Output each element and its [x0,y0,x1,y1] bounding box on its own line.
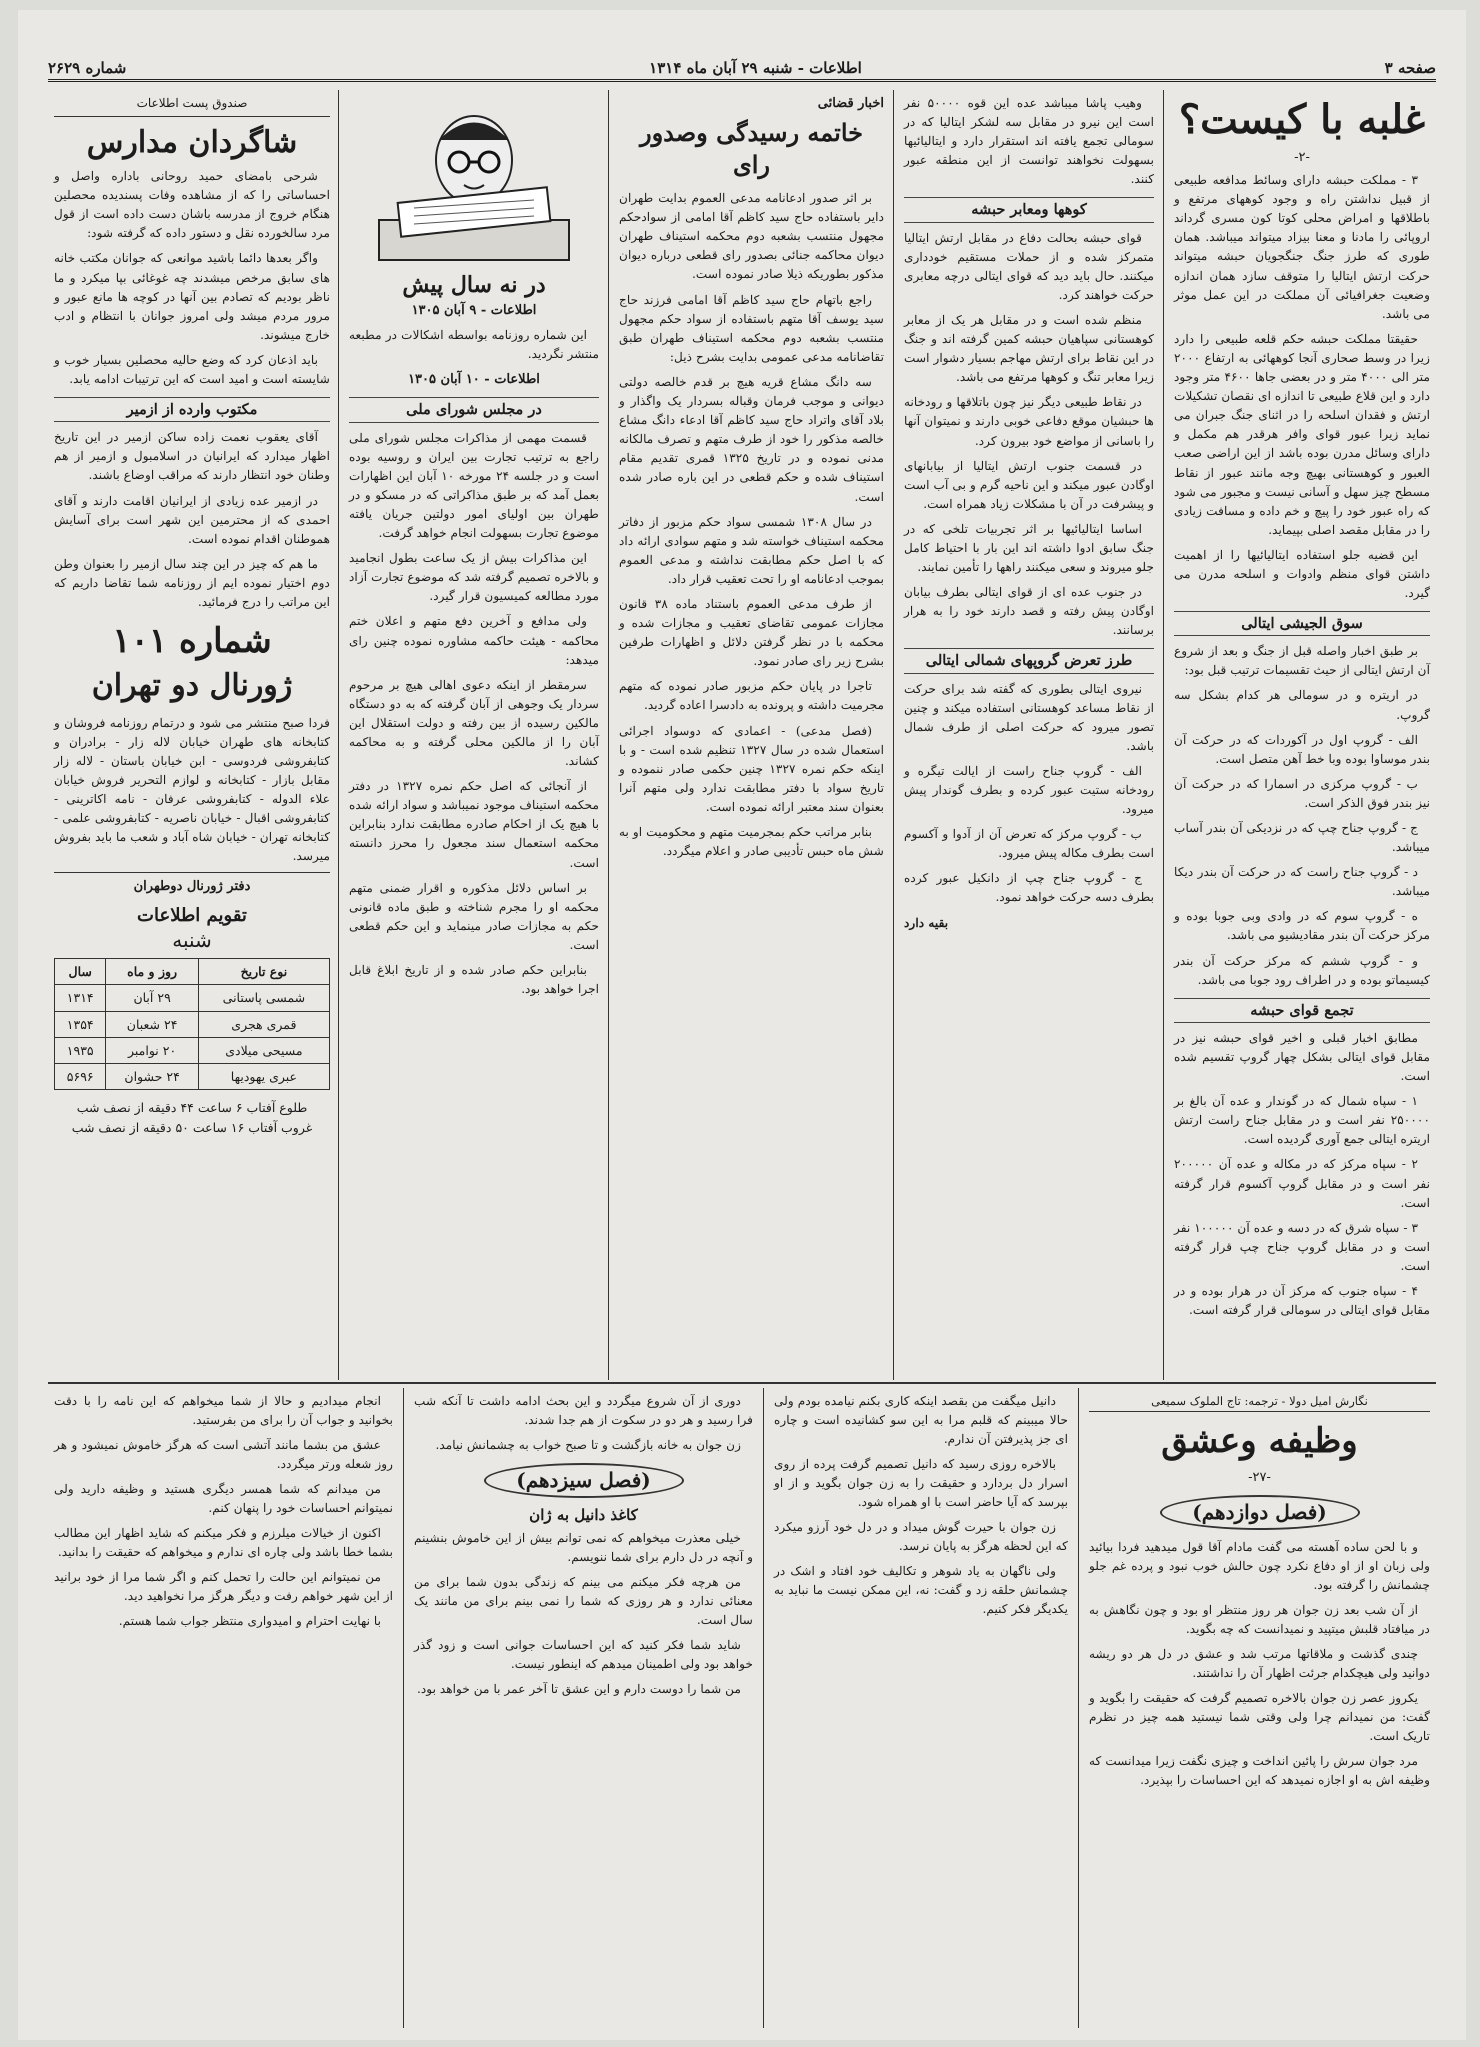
paragraph: ۲ - سپاه مرکز که در مکاله و عده آن ۲۰۰۰۰۰ نفر است و در مقابل گروپ آکسوم قرار گرفته است. [1174,1157,1430,1210]
headline: خاتمه رسیدگی وصدور رای [640,118,863,180]
paragraph: بر طبق اخبار واصله قبل از جنگ و بعد از شروع آن ارتش ایتالی از حیث تقسیمات ترتیب قبل بود: [1174,644,1430,678]
paragraph: باید اذعان کرد که وضع حالیه محصلین بسیار خوب و شایسته است و امید است که این ترتیبات ادامه یابد. [54,352,330,387]
ad-issue-number: شماره ۱۰۱ [112,621,272,662]
calendar-cell: مسیحی میلادی [198,1037,329,1063]
calendar-cell: ۲۴ شعبان [106,1011,198,1037]
serial-part: -۲۷- [1248,1470,1271,1485]
paragraph: از آن شب بعد زن جوان هر روز منتظر او بود و چون نگاهش به در میافتاد قلبش میتپید و نمیدانست که چه بگوید. [1089,1603,1430,1636]
paragraph: این مذاکرات بیش از یک ساعت بطول انجامید و بالاخره تصمیم گرفته شد که موضوع تجارت آزاد مورد مطالعه کمیسیون قرار گیرد. [349,551,599,604]
paragraph: قوای حبشه بحالت دفاع در مقابل ارتش ایتالیا متمرکز شده و از حملات مستقیم خودداری میکنند. حال باید دید که قوای ایتالی درچه معابری حرکت خواهند کرد. [904,230,1154,302]
paragraph: من نمیتوانم این حالت را تحمل کنم و اگر شما مرا از خود برانید از این شهر خواهم رفت و دیگر هرگز مرا نخواهید دید. [54,1570,393,1603]
column-rule [1163,90,1164,1380]
paragraph: مرد جوان سرش را پائین انداخت و چیزی نگفت زیرا میدانست که وظیفه اش به او اجازه نمیدهد که این احساسات را بپذیرد. [1089,1754,1430,1787]
ad-journal-name: ژورنال دو تهران [91,668,293,704]
dateline: اطلاعات - ۹ آبان ۱۳۰۵ [411,303,537,319]
paragraph: من شما را دوست دارم و این عشق تا آخر عمر با من خواهد بود. [416,1682,741,1696]
calendar-cell: ۱۹۳۵ [55,1037,106,1063]
calendar-header: نوع تاریخ [198,959,329,985]
paragraph: ولی ناگهان به یاد شوهر و تکالیف خود افتاد و اشک در چشمانش حلقه زد و گفت: نه، این ممکن نیست ما نباید به یکدیگر فکر کنیم. [774,1564,1068,1616]
paragraph: ۴ - سپاه جنوب که مرکز آن در هرار بوده و در مقابل قوای ایتالی در سومالی قرار گرفته است. [1174,1283,1430,1318]
calendar-cell: ۵۶۹۶ [55,1063,106,1089]
serial-story-column [408,1388,759,2028]
nine-years-ago-column [343,90,605,1380]
calendar-day: شنبه [172,928,212,953]
paragraph: این قضیه جلو استفاده ایتالیائیها را از اهمیت داشتن قوای منظم وادوات و اسلحه مدرن می گیرد. [1174,547,1430,601]
article-column-abyssinia-cont [898,90,1160,1380]
paragraph: نیروی ایتالی بطوری که گفته شد برای حرکت از نقاط مساعد کوهستانی استفاده میکند و چنین تصور میرود که حرکت اصلی از طرف شمال باشد. [904,681,1154,753]
calendar-cell: قمری هجری [198,1011,329,1037]
serial-byline: نگارش امیل دولا - ترجمه: تاج الملوک سمیعی [1089,1392,1430,1412]
paragraph: سه دانگ مشاع قریه هیچ بر قدم خالصه دولتی دیوانی و موجب فرمان وقباله بسردار یک واگذار و بلاد آقای واتراد حاج سید کاظم آقا ادعاء دانگ مشاع خالصه مذکور را خود از طرف متهم و تصرف مالکانه مدنی نموده و در تاریخ ۱۳۲۵ قمری تقدیم مقام استیناف شده و حکم قطعی در این باره صادر شده است. [619,374,884,504]
paragraph: اکنون از خیالات میلرزم و فکر میکنم که شاید اظهار این مطالب بشما خطا باشد ولی چاره ای ندارم و میخواهم که حقیقت را بدانید. [54,1526,393,1559]
paragraph: بر اثر صدور ادعانامه مدعی العموم بدایت طهران دایر باستفاده حاج سید کاظم آقا امامی از سوادحکم مجهول منتسب بشعبه دوم محکمه استیناف طهران دیوان محاکمه جنائی بصدور رای قطعی درباره دیوان مذکور بطوریکه ذیلا صادر نموده است. [619,191,884,282]
chapter-subtitle: کاغذ دانیل به ژان [529,1506,638,1524]
section-heading: در مجلس شورای ملی [349,397,599,422]
paragraph: وهیب پاشا میباشد عده این قوه ۵۰۰۰۰ نفر است این نیرو در مقابل سه لشکر ایتالیا که در سومالی تجمع یافته اند استقرار دارد و ایتالیائیها بسهولت نخواهند توانست از این منطقه عبور کنند. [904,96,1154,187]
paragraph: مطابق اخبار قبلی و اخیر قوای حبشه نیز در مقابل قوای ایتالی بشکل چهار گروپ تقسیم شده است. [1174,1030,1430,1084]
column-rule [608,90,609,1380]
section-heading: مکتوب وارده از ازمیر [54,397,330,422]
paragraph: ب - گروپ مرکزی در اسمارا که در حرکت آن نیز بندر فوق الذکر است. [1174,776,1430,810]
calendar-table [54,958,330,1089]
serial-title: وظیفه وعشق [1161,1421,1358,1461]
paragraph: ۳ - سپاه شرق که در دسه و عده آن ۱۰۰۰۰۰ نفر است و در مقابل گروپ جناح چپ قرار گرفته است. [1174,1220,1430,1273]
paragraph: ج - گروپ جناح چپ که در نزدیکی آن بندر آساب میباشد. [1174,821,1430,855]
chapter-label: (فصل سیزدهم) [484,1463,684,1498]
paragraph: الف - گروپ جناح راست از ایالت تیگره و رودخانه ستیت عبور کرده و بطرف گوندار پیش میرود. [904,763,1154,817]
paragraph: حقیقتا مملکت حبشه حکم قلعه طبیعی را دارد زیرا در وسط صحاری آنجا کوههائی به ارتفاع ۲۰۰۰ متر الی ۴۰۰۰ متر و در بعضی جاها ۴۶۰۰ متر وجود دارد و این قلاع طبیعی تا اندازه ای نقصان تشکیلات ارتش و فقدان اسلحه را در اثنای جنگ جبران می نماید زیرا عبور قوای وافر هرقدر هم مکمل و دارای وسائل مدرن بوده باشد از این اراضی صعب العبور و کوهستانی بهیچ وجه مانند عبور از نقاط مسطح چیز سهل و آسانی نیست و مجبور می شود که راه عبور خود را پیچ و خم داده و مسافت زیادی را در مقابل مقصد اصلی بپیماید. [1174,331,1431,537]
paragraph: د - گروپ جناح راست که در حرکت آن بندر دیکا میباشد. [1174,865,1430,899]
paragraph: در سال ۱۳۰۸ شمسی سواد حکم مزبور از دفاتر محکمه استیناف خواسته شد و متهم سوادی ارائه داد که با اصل حکم مطابقت نداشته و مدعی العموم بموجب ادعانامه او را تحت تعقیب قرار داد. [619,514,884,586]
paragraph: ب - گروپ مرکز که تعرض آن از آدوا و آکسوم است بطرف مکاله پیش میرود. [904,827,1154,861]
paragraph: در جنوب عده ای از قوای ایتالی بطرف بیابان اوگادن پیش رفته و قصد دارند خود را به هرار برسانند. [904,585,1154,638]
dateline: اطلاعات - ۱۰ آبان ۱۳۰۵ [408,372,540,388]
masthead [48,56,1436,82]
calendar-cell: عبری یهودیها [198,1063,329,1089]
calendar-cell: شمسی پاستانی [198,985,329,1011]
paragraph: بالاخره روزی رسید که دانیل تصمیم گرفت پرده از روی اسرار دل بردارد و حقیقت را به زن جوان بگوید و از او بپرسد که آیا حاضر است با او همراه شود. [774,1457,1068,1509]
paragraph: از طرف مدعی العموم باستناد ماده ۳۸ قانون مجازات عمومی تقاضای تعقیب و مجازات شده و محکمه با در نظر گرفتن دلائل و اظهارات طرفین بشرح زیر رای صادر نمود. [619,596,884,669]
ad-text: فردا صبح منتشر می شود و درتمام روزنامه فروشان و کتابخانه های طهران خیابان لاله زار - برادران و کتابفروشی فردوسی - ابن خیابان باستان - لاله زار مقابل بازار - کتابخانه و لوازم التحریر فروش خیابان علاء الدوله - کتابفروشی عرفان - نامه اکاترینی - کتابفروشی اقبال - خیابان ناصریه - کتابفروشی علمی - کتابخانه تهران - خیابان شاه آباد و شعب ما باید بفروش میرسد. [54,716,330,864]
section-heading: سوق الجیشی ایتالی [1174,611,1430,636]
paragraph: (فصل مدعی) - اعمادی که دوسواد اجرائی استعمال شده در سال ۱۳۲۷ تنظیم شده است - و با اینکه حکم نمره ۱۳۲۷ چنین حکمی صادر ننموده و تاریخ سواد با دفتر مطابقت ندارد ولی متهم آنرا بعنوان سند معتبر ارائه نموده است. [619,723,884,814]
newspaper-page [18,10,1466,2040]
paragraph: ه - گروپ سوم که در وادی وبی جوبا بوده و مرکز حرکت آن بندر مقادیشیو می باشد. [1174,909,1430,943]
paragraph: منظم شده است و در مقابل هر یک از معابر کوهستانی سپاهیان حبشه کمین گرفته اند و جنگ در این نقاط برای ارتش مهاجم بسیار دشوار است زیرا معابر تنگ و کوهها مرتفع می باشد. [904,312,1154,385]
mailbox-label: صندوق پست اطلاعات [54,94,330,117]
paragraph: ۳ - مملکت حبشه دارای وسائط مدافعه طبیعی از قبیل نداشتن راه و وجود کوههای مرتفع و باطلاقها و امراض محلی کوتا کون مسری گرداند اروپائی را مادنا و معنا بیزاد میتواند میباشد. همان طوری که طرز جنگ جنگجویان حبشه میتواند حرکت ارتش ایتالیا را متوقف سازد همان اندازه وضعیت جغرافیائی آن مملکت در این عمل موثر می باشد. [1174,173,1430,321]
column-rule [403,1388,404,2028]
paragraph: زن جوان به خانه بازگشت و تا صبح خواب به چشمانش نیامد. [435,1438,741,1452]
feature-title: در نه سال پیش [402,272,546,298]
section-heading: طرز تعرض گروپهای شمالی ایتالی [904,648,1154,673]
paragraph: قسمت مهمی از مذاکرات مجلس شورای ملی راجع به ترتیب تجارت بین ایران و روسیه بوده است و در جلسه ۲۴ مورخه ۱۰ آبان این اظهارات بعمل آمد که بر طبق مذاکراتی که در مسکو و در طهران بین اولیای امور دولتین جریان یافته موضوع تجارت بسهولت انجام خواهد گرفت. [349,430,599,541]
paragraph: راجع باتهام حاج سید کاظم آقا امامی فرزند حاج سید یوسف آقا متهم باستفاده از سواد حکم مجهول منتسب بشعبه دوم محکمه استیناف طهران طبق تقاضانامه مدعی عمومی بدایت بشرح ذیل: [619,292,884,364]
paragraph: در ازمیر عده زیادی از ایرانیان اقامت دارند و آقای احمدی که از محترمین این شهر است برای آسایش هموطنان اقدام نموده است. [54,493,330,546]
issue-number: شماره ۲۶۲۹ [48,58,127,77]
paragraph: من میدانم که شما همسر دیگری هستید و وظیفه دارید ولی نمیتوانم احساسات خود را پنهان کنم. [54,1482,393,1515]
paragraph: ولی مدافع و آخرین دفع متهم و اعلان ختم محاکمه - هیئت حاکمه مشاوره نموده چنین رای میدهد: [349,614,599,667]
sunrise-time: طلوع آفتاب ۶ ساعت ۴۴ دقیقه از نصف شب [76,1099,308,1115]
kicker: اخبار قضائی [817,96,884,111]
paragraph: در قسمت جنوب ارتش ایتالیا از بیابانهای اوگادن عبور میکند و این ناحیه گرم و بی آب است و پیشرفت در آن با مشکلات زیاد همراه است. [904,458,1154,511]
page-number: صفحه ۳ [1384,58,1436,77]
paragraph: خیلی معذرت میخواهم که نمی توانم بیش از این خاموش بنشینم و آنچه در دل دارم برای شما ننویسم. [414,1531,753,1564]
paragraph: با نهایت احترام و امیدواری منتظر جواب شما هستم. [118,1614,381,1628]
calendar-title: تقویم اطلاعات [137,905,247,927]
paragraph: ج - گروپ جناح چپ از دانکیل عبور کرده بطرف دسه حرکت خواهد نمود. [904,871,1154,905]
paragraph: اساسا ایتالیائیها بر اثر تجربیات تلخی که در جنگ سابق ادوا داشته اند این بار با احتیاط کامل جلو میروند و سعی میکنند راهها را تأمین نمایند. [904,521,1154,575]
paragraph: در اریتره و در سومالی هر کدام بشکل سه گروپ. [1174,688,1430,722]
reader-illustration [359,100,589,270]
paragraph: ۱ - سپاه شمال که در گوندار و عده آن بالغ بر ۲۵۰۰۰۰ نفر است و در مقابل جناح راست ارتش اریتره ایتالی جمع آوری گردیده است. [1174,1094,1430,1147]
article-title: غلبه با کیست؟ [1178,96,1426,143]
paragraph: در نقاط طبیعی دیگر نیز چون باتلاقها و رودخانه ها حبشیان موقع دفاعی خوبی دارند و نمیتوان آنها را باسانی از مواضع خود بیرون کرد. [904,395,1154,448]
table-row [55,985,330,1011]
paragraph: دوری از آن شروع میگردد و این بحث ادامه داشت تا آنکه شب فرا رسید و هر دو در سکوت از هم جدا شدند. [414,1394,753,1427]
column-rule [1078,1388,1079,2028]
paragraph: از آنجائی که اصل حکم نمره ۱۳۲۷ در دفتر محکمه استیناف موجود نمیباشد و سواد ارائه شده با هیچ یک از احکام صادره مطابقت ندارد بنابراین محکمه استعمال سند مجعول را محرز دانسته است. [349,779,599,870]
paragraph: سرمقطر از اینکه دعوی اهالی هیچ بر مرحوم سردار یک وجوهی از آبان گرفته که به دو دستگاه مالکین رسیده از بین رفته و دولت استقلال این آبان را از مالکین محلی گرفته و به محاکمه کشاند. [349,677,599,769]
paragraph: عشق من بشما مانند آتشی است که هرگز خاموش نمیشود و هر روز شعله ورتر میگردد. [54,1438,393,1471]
paragraph: یکروز عصر زن جوان بالاخره تصمیم گرفت که حقیقت را بگوید و گفت: من نمیدانم چرا ولی وقتی شما نیستید همه چیز در نظرم تاریک است. [1089,1691,1430,1743]
paragraph: شاید شما فکر کنید که این احساسات جوانی است و زود گذر خواهد بود ولی اطمینان میدهم که اینطور نیست. [414,1638,753,1671]
calendar-cell: ۲۴ حشوان [106,1063,198,1089]
table-row [55,1037,330,1063]
paragraph: بنابراین حکم صادر شده و از تاریخ ابلاغ قابل اجرا خواهد بود. [349,963,599,997]
paragraph: چندی گذشت و ملاقاتها مرتب شد و عشق در دل هر دو ریشه دوانید ولی هیچکدام جرئت اظهار آن را نداشتند. [1089,1647,1430,1680]
calendar-cell: ۲۰ نوامبر [106,1037,198,1063]
section-divider [48,1382,1436,1384]
journal-advertisement [54,618,330,708]
continued-note: بقیه دارد [904,915,949,930]
table-row [55,1011,330,1037]
calendar-header: سال [55,959,106,985]
column-rule [893,90,894,1380]
section-heading: تجمع قوای حبشه [1174,998,1430,1023]
paragraph: بر اساس دلائل مذکوره و اقرار ضمنی متهم محکمه او را مجرم شناخته و طبق ماده قانونی حکم به مجازات صادر مینماید و این حکم قطعی است. [349,880,599,952]
paragraph: و با لحن ساده آهسته می گفت مادام آقا قول میدهید فردا بیائید ولی زبان او از او دفاع نکرد چون حالش خوب نبود و پرده غم جلو چشمانش را گرفته بود. [1089,1540,1430,1592]
masthead-title: اطلاعات - شنبه ۲۹ آبان ماه ۱۳۱۴ [649,58,862,77]
paragraph: دانیل میگفت من بقصد اینکه کاری بکنم نیامده بودم ولی حالا میبینم که قلبم مرا به این سو کشانیده است و چاره ای جز پذیرفتن آن ندارم. [774,1394,1068,1446]
ad-office: دفتر ژورنال دوطهران [54,872,330,896]
paragraph: واگر بعدها دائما باشید موانعی که جوانان مکتب خانه های سابق مرخص میشدند چه غوغائی بپا میکرد و ما ناظر بودیم که تصادم بین آنها در کوچه ها مانع عبور و مرور مردم میشد ولی امروز جوانان با انتظام و ادب خارج میشوند. [54,251,330,342]
article-title: شاگردان مدارس [86,125,298,161]
paragraph: زن جوان با حیرت گوش میداد و در دل خود آرزو میکرد که این لحظه هرگز به پایان نرسد. [774,1520,1068,1553]
serial-story-column [768,1388,1074,2028]
paragraph: انجام میدادیم و حالا از شما میخواهم که این نامه را با دقت بخوانید و جواب آن را برای من بفرستید. [54,1394,393,1427]
calendar-cell: ۲۹ آبان [106,985,198,1011]
table-row [55,1063,330,1089]
chapter-label: (فصل دوازدهم) [1160,1495,1360,1530]
paragraph: بنابر مراتب حکم بمجرمیت متهم و محکومیت او به شش ماه حبس تأدیبی صادر و اعلام میگردد. [619,825,884,859]
paragraph: من هرچه فکر میکنم می بینم که زندگی بدون شما برای من معنائی ندارد و هر روزی که شما را نمی بینم برای من مانند یک سال است. [414,1575,753,1627]
column-rule [763,1388,764,2028]
calendar-cell: ۱۳۵۴ [55,1011,106,1037]
article-column-abyssinia [1168,90,1436,1380]
serial-story-column [1083,1388,1436,2028]
calendar-header: روز و ماه [106,959,198,985]
paragraph: تاجرا در پایان حکم مزبور صادر نموده که متهم مجرمیت داشته و پرونده به دادسرا اعاده گردید. [619,679,884,713]
paragraph: الف - گروپ اول در آکوردات که در حرکت آن بندر موساوا بوده وبا خط آهن متصل است. [1174,732,1430,766]
serial-story-column [48,1388,399,2028]
article-part: -۲- [1294,150,1310,165]
sunset-time: غروب آفتاب ۱۶ ساعت ۵۰ دقیقه از نصف شب [71,1119,313,1135]
paragraph: و - گروپ ششم که مرکز حرکت آن بندر کیسیماتو بوده و در اطراف رود جوبا می باشد. [1174,953,1430,987]
paragraph: آقای یعقوب نعمت زاده ساکن ازمیر در این تاریخ اظهار میدارد که ایرانیان در اسلامبول و ازمیر از هم وطنان خود انتظار دارند که مراقب اوضاع باشند. [54,430,330,483]
paragraph: ما هم که چیز در این چند سال ازمیر را بعنوان وطن دوم اختیار نموده ایم از روزنامه شما تقاضا داریم که این مراتب را درج فرمائید. [54,556,330,609]
column-rule [338,90,339,1380]
mailbox-column [48,90,336,1380]
paragraph: این شماره روزنامه بواسطه اشکالات در مطبعه منتشر نگردید. [349,328,599,362]
calendar-cell: ۱۳۱۴ [55,985,106,1011]
section-heading: کوهها ومعابر حبشه [904,197,1154,222]
paragraph: شرحی بامضای حمید روحانی باداره واصل و احساساتی را که از مشاهده وفات پسندیده محصلین هنگام خروج از مدرسه باشان دست داده است از قول مرد سالخورده نقل و دستور داده که گرفته شود: [54,169,330,241]
judicial-news-column [613,90,890,1380]
